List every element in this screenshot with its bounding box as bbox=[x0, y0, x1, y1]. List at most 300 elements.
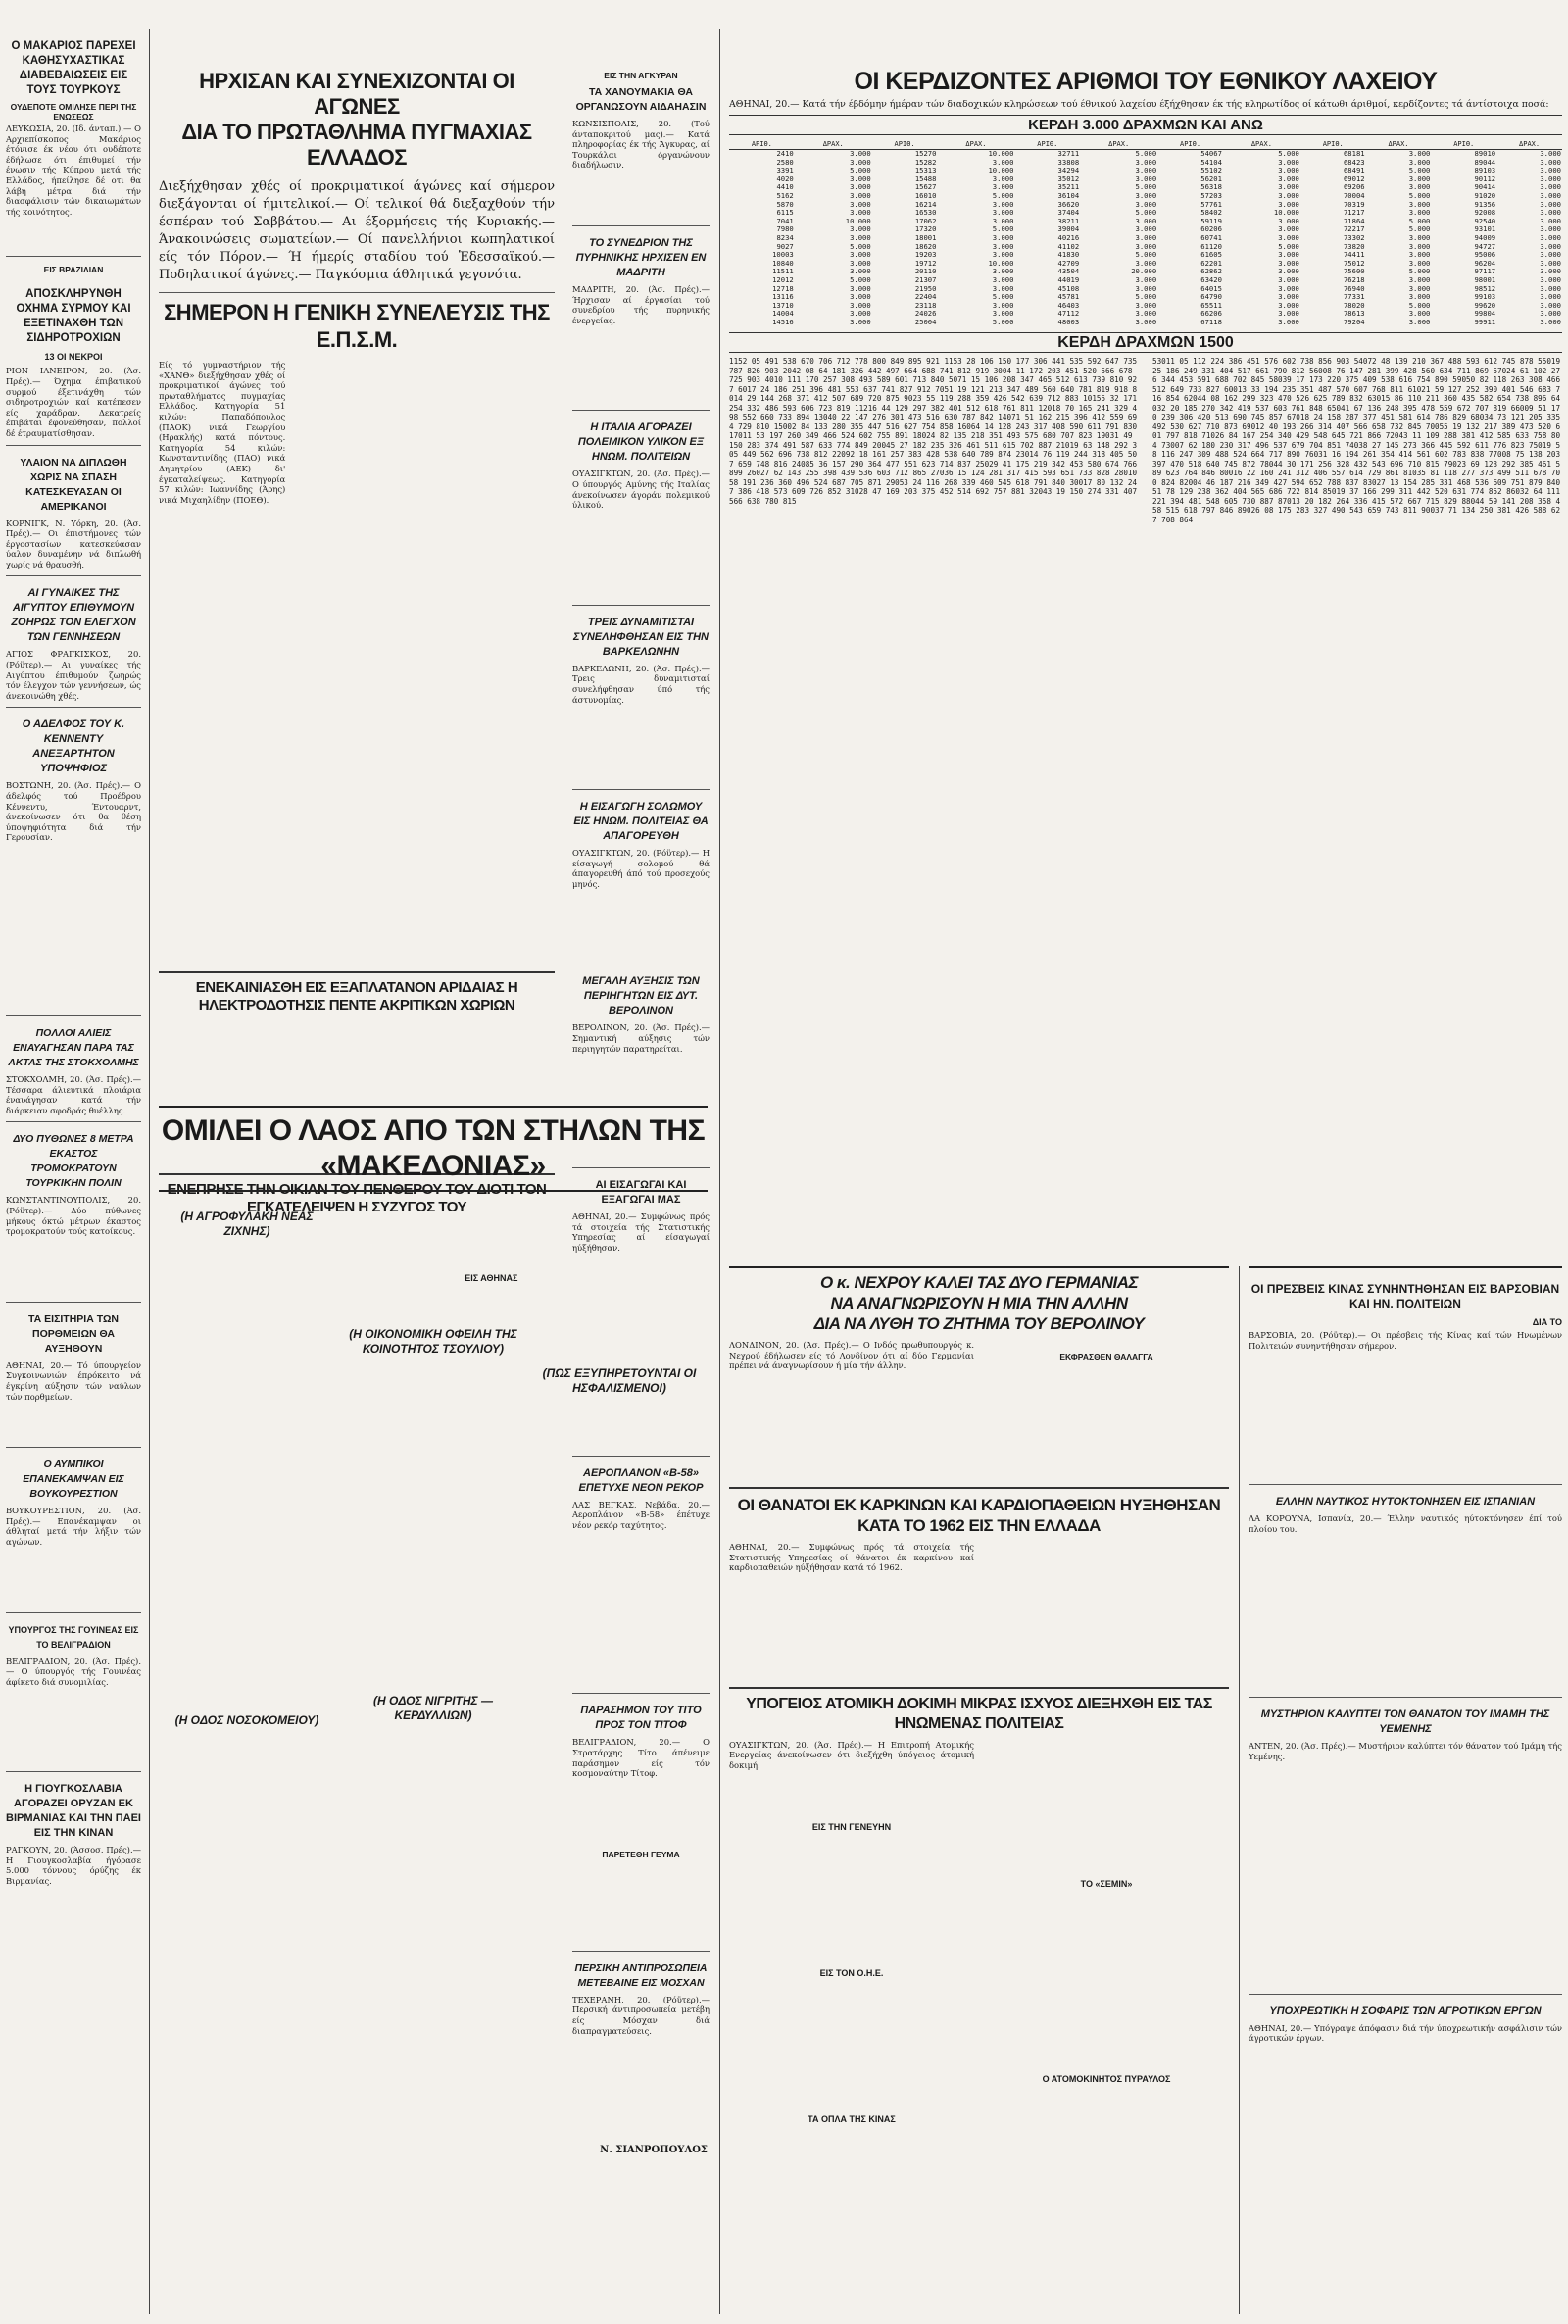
lottery-amount: 3.000 bbox=[992, 216, 1014, 225]
lottery-amount: 3.000 bbox=[992, 182, 1014, 192]
lottery-amount: 3.000 bbox=[850, 173, 871, 183]
lottery-amount: 3.000 bbox=[1278, 166, 1299, 175]
headline-nehru-3: ΔΙΑ ΝΑ ΛΥΘΗ ΤΟ ΖΗΤΗΜΑ ΤΟΥ ΒΕΡΟΛΙΝΟΥ bbox=[813, 1314, 1145, 1333]
article-filler bbox=[729, 1573, 974, 1681]
subhead-makarios: ΟΥΔΕΠΟΤΕ ΟΜΙΛΗΣΕ ΠΕΡΙ ΤΗΣ ΕΝΩΣΕΩΣ bbox=[10, 102, 137, 122]
lottery-amount: 3.000 bbox=[1278, 224, 1299, 234]
lottery-amount: 3.000 bbox=[1540, 292, 1561, 302]
kicker-brazil: ΕΙΣ ΒΡΑΖΙΛΙΑΝ bbox=[43, 265, 104, 275]
lottery-amount: 5.000 bbox=[850, 274, 871, 284]
lottery-col-number: ΑΡΙΘ. bbox=[729, 139, 795, 150]
lottery-amount: 3.000 bbox=[1540, 166, 1561, 175]
column-rule bbox=[149, 29, 150, 2314]
lottery-amount: 3.000 bbox=[1540, 241, 1561, 251]
lottery-number: 20110 bbox=[914, 267, 937, 276]
lottery-number: 46403 bbox=[1057, 300, 1080, 310]
lottery-amount: 10.000 bbox=[988, 149, 1014, 158]
lottery-amount: 3.000 bbox=[1135, 283, 1157, 293]
lottery-col-number: ΑΡΙΘ. bbox=[1431, 139, 1496, 150]
letter-title-nigritis: (Η ΟΔΟΣ ΝΙΓΡΙΤΗΣ — ΚΕΡΔΥΛΛΙΩΝ) bbox=[373, 1694, 493, 1722]
lottery-amount: 3.000 bbox=[1278, 283, 1299, 293]
lottery-number: 63420 bbox=[1200, 274, 1222, 284]
lottery-number: 21950 bbox=[914, 283, 937, 293]
lottery-number: 78020 bbox=[1343, 300, 1365, 310]
headline-boxing-2: ΔΙΑ ΤΟ ΠΡΩΤΑΘΛΗΜΑ ΠΥΓΜΑΧΙΑΣ ΕΛΛΑΔΟΣ bbox=[181, 120, 532, 170]
lottery-amount: 3.000 bbox=[1278, 232, 1299, 242]
divider bbox=[572, 1456, 710, 1457]
divider bbox=[572, 1693, 710, 1694]
divider bbox=[1249, 1484, 1562, 1485]
divider bbox=[572, 1951, 710, 1952]
lottery-amount: 3.000 bbox=[1135, 157, 1157, 167]
article-nuclear: ΟΥΑΣΙΓΚΤΩΝ, 20. (Άσ. Πρές).— Η Επιτροπή Ατομικής Ενεργείας άνεκοίνωσεν ότι διεξήχθη ύπόγειος άτομική δοκιμή. bbox=[729, 1739, 974, 1770]
kicker-ankara: ΕΙΣ ΤΗΝ ΑΓΚΥΡΑΝ bbox=[604, 71, 678, 80]
lottery-number: 74411 bbox=[1343, 250, 1365, 260]
lottery-number: 57203 bbox=[1200, 190, 1222, 200]
lottery-number: 17062 bbox=[914, 216, 937, 225]
lottery-number: 21307 bbox=[914, 274, 937, 284]
lottery-band-1500: ΚΕΡΔΗ ΔΡΑΧΜΩΝ 1500 bbox=[729, 332, 1562, 353]
lottery-col-amount: ΔΡΑΧ. bbox=[1080, 139, 1157, 150]
lottery-number: 97117 bbox=[1474, 267, 1496, 276]
lottery-number: 55102 bbox=[1200, 166, 1222, 175]
lottery-amount: 3.000 bbox=[1278, 317, 1299, 326]
lottery-number: 22404 bbox=[914, 292, 937, 302]
lottery-number: 73302 bbox=[1343, 232, 1365, 242]
divider bbox=[572, 605, 710, 606]
lottery-number: 71864 bbox=[1343, 216, 1365, 225]
headline-tito-titov: ΠΑΡΑΣΗΜΟΝ ΤΟΥ ΤΙΤΟ ΠΡΟΣ ΤΟΝ ΤΙΤΟΦ bbox=[580, 1705, 702, 1732]
lottery-number: 62862 bbox=[1200, 267, 1222, 276]
lottery-amount: 3.000 bbox=[1278, 274, 1299, 284]
article-filler bbox=[572, 511, 710, 599]
column-rule bbox=[563, 29, 564, 1099]
lottery-amount: 3.000 bbox=[850, 199, 871, 209]
divider bbox=[729, 1687, 1229, 1689]
article-filler bbox=[6, 217, 141, 250]
lottery-1500-lists bbox=[729, 357, 1562, 1229]
article-sailor: ΛΑ ΚΟΡΟΥΝΑ, Ισπανία, 20.— Έλλην ναυτικός ηύτοκτόνησεν έπί τού πλοίου του. bbox=[1249, 1513, 1562, 1534]
article-olympians: ΒΟΥΚΟΥΡΕΣΤΙΟΝ, 20. (Άσ. Πρές).— Επανέκαμψαν οι άθληταί μετά τήν λήξιν τών αγώνων. bbox=[6, 1506, 141, 1547]
lottery-number: 54067 bbox=[1200, 149, 1222, 158]
lottery-number: 4020 bbox=[776, 173, 794, 183]
article-filler bbox=[729, 1371, 974, 1469]
divider bbox=[6, 256, 141, 257]
lottery-amount: 3.000 bbox=[850, 258, 871, 268]
article-filler bbox=[6, 1237, 141, 1296]
headline-yugoslavia-rice: Η ΓΙΟΥΓΚΟΣΛΑΒΙΑ ΑΓΟΡΑΖΕΙ ΟΡΥΖΑΝ ΕΚ ΒΙΡΜΑΝΙΑΣ ΚΑΙ ΤΗΝ ΠΑΕΙ ΕΙΣ ΤΗΝ ΚΙΝΑΝ bbox=[6, 1783, 141, 1840]
lottery-col-number: ΑΡΙΘ. bbox=[872, 139, 938, 150]
lottery-number: 69012 bbox=[1343, 173, 1365, 183]
lottery-number: 60741 bbox=[1200, 232, 1222, 242]
article-filler bbox=[572, 705, 710, 783]
headline-pythons: ΔΥΟ ΠΥΘΩΝΕΣ 8 ΜΕΤΡΑ ΕΚΑΣΤΟΣ ΤΡΟΜΟΚΡΑΤΟΥΝ ΤΟΥΡΚΙΚΗΝ ΠΟΛΙΝ bbox=[13, 1133, 134, 1190]
lottery-amount: 3.000 bbox=[850, 250, 871, 260]
headline-ankara-demo: ΤΑ ΧΑΝΟΥΜΑΚΙΑ ΘΑ ΟΡΓΑΝΩΣΟΥΝ ΑΙΔΑΗΑΣΙΝ bbox=[575, 86, 707, 113]
lottery-amount: 5.000 bbox=[992, 224, 1014, 234]
lottery-amount: 3.000 bbox=[1135, 216, 1157, 225]
lottery-amount: 3.000 bbox=[850, 149, 871, 158]
lottery-col-number: ΑΡΙΘ. bbox=[1014, 139, 1080, 150]
lottery-number: 59119 bbox=[1200, 216, 1222, 225]
lottery-col-amount: ΔΡΑΧ. bbox=[1366, 139, 1432, 150]
lottery-number: 11511 bbox=[772, 267, 794, 276]
lottery-number: 68491 bbox=[1343, 166, 1365, 175]
article-filler bbox=[6, 843, 141, 1010]
lottery-band-3000: ΚΕΡΔΗ 3.000 ΔΡΑΧΜΩΝ ΚΑΙ ΑΝΩ bbox=[729, 115, 1562, 135]
lottery-amount: 3.000 bbox=[1135, 258, 1157, 268]
lottery-number: 13116 bbox=[772, 292, 794, 302]
subhead-rocket: Ο ΑΤΟΜΟΚΙΝΗΤΟΣ ΠΥΡΑΥΛΟΣ bbox=[1042, 2073, 1171, 2084]
lottery-amount: 3.000 bbox=[850, 208, 871, 218]
article-persian: ΤΕΧΕΡΑΝΗ, 20. (Ρόϋτερ).— Περσική άντιπροσωπεία μετέβη είς Μόσχαν διά διαπραγματεύσεις. bbox=[572, 1994, 710, 2036]
lottery-col-number: ΑΡΙΘ. bbox=[1157, 139, 1223, 150]
lottery-table bbox=[729, 139, 1562, 326]
lottery-amount: 5.000 bbox=[1278, 241, 1299, 251]
headline-imports-exports: ΑΙ ΕΙΣΑΓΩΓΑΙ ΚΑΙ ΕΞΑΓΩΓΑΙ ΜΑΣ bbox=[595, 1179, 687, 1207]
article-brazil: ΡΙΟΝ ΙΑΝΕΙΡΟΝ, 20. (Άσ. Πρές).— Όχημα έπιβατικού συρμού έξετινάχθη τών σιδηροτροχιών καί κατέπεσεν είς χαράδραν. Δεκατρείς έπιβάται έφονεύθησαν, πολλοί δέ έτραυματίσθησαν. bbox=[6, 366, 141, 438]
lottery-number: 24026 bbox=[914, 309, 937, 319]
lottery-number: 19712 bbox=[914, 258, 937, 268]
lottery-number: 3391 bbox=[776, 166, 794, 175]
lottery-number: 16010 bbox=[914, 190, 937, 200]
lottery-amount: 5.000 bbox=[1135, 250, 1157, 260]
lottery-amount: 3.000 bbox=[850, 300, 871, 310]
headline-imam-mystery: ΜΥΣΤΗΡΙΟΝ ΚΑΛΥΠΤΕΙ ΤΟΝ ΘΑΝΑΤΟΝ ΤΟΥ ΙΜΑΜΗ ΤΗΣ ΥΕΜΕΝΗΣ bbox=[1260, 1708, 1550, 1736]
lottery-amount: 3.000 bbox=[1135, 224, 1157, 234]
lottery-number: 99911 bbox=[1474, 317, 1496, 326]
headline-arson: ΕΝΕΠΡΗΣΕ ΤΗΝ ΟΙΚΙΑΝ ΤΟΥ ΠΕΝΘΕΡΟΥ ΤΟΥ ΔΙΟΤΙ ΤΟΝ ΕΓΚΑΤΕΛΕΙΨΕΝ Η ΣΥΖΥΓΟΣ ΤΟΥ bbox=[167, 1181, 547, 1216]
divider bbox=[159, 971, 555, 973]
article-filler bbox=[729, 1771, 974, 1810]
headline-salmon: Η ΕΙΣΑΓΩΓΗ ΣΟΛΩΜΟΥ ΕΙΣ ΗΝΩΜ. ΠΟΛΙΤΕΙΑΣ ΘΑ ΑΠΑΓΟΡΕΥΘΗ bbox=[573, 801, 709, 843]
headline-ambassadors: ΟΙ ΠΡΕΣΒΕΙΣ ΚΙΝΑΣ ΣΥΝΗΝΤΗΘΗΣΑΝ ΕΙΣ ΒΑΡΣΟΒΙΑΝ ΚΑΙ ΗΝ. ΠΟΛΙΤΕΙΩΝ bbox=[1250, 1282, 1560, 1310]
headline-olympians: Ο ΑΥΜΠΙΚΟΙ ΕΠΑΝΕΚΑΜΨΑΝ ΕΙΣ ΒΟΥΚΟΥΡΕΣΤΙΟΝ bbox=[23, 1459, 124, 1501]
lottery-amount: 5.000 bbox=[1408, 166, 1431, 175]
lottery-number: 19203 bbox=[914, 250, 937, 260]
headline-kennedy-brother: Ο ΑΔΕΛΦΟΣ ΤΟΥ Κ. ΚΕΝΝΕΝΤΥ ΑΝΕΞΑΡΤΗΤΟΝ ΥΠΟΨΗΦΙΟΣ bbox=[22, 718, 125, 775]
lottery-number: 9027 bbox=[776, 241, 794, 251]
lottery-amount: 3.000 bbox=[1135, 232, 1157, 242]
lottery-amount: 3.000 bbox=[992, 173, 1014, 183]
article-makarios: ΛΕΥΚΩΣΙΑ, 20. (Ιδ. άνταπ.).— Ο Αρχιεπίσκοπος Μακάριος έτόνισε έκ νέου ότι ουδέποτε έδήλωσε ότι έπιθυμεί τήν ένωσιν τής Κύπρου μετά τής Ελλάδος, ήπείλησε δέ οτι θα λάβη μέτρα διά τήν διασφάλισιν τών δικαιωμάτων τής κοινότητος. bbox=[6, 124, 141, 217]
lottery-amount: 3.000 bbox=[850, 157, 871, 167]
lottery-amount: 3.000 bbox=[992, 283, 1014, 293]
lottery-number: 8234 bbox=[776, 232, 794, 242]
lottery-amount: 3.000 bbox=[1278, 258, 1299, 268]
lottery-number: 12012 bbox=[772, 274, 794, 284]
lottery-number: 68181 bbox=[1343, 149, 1365, 158]
lottery-amount: 5.000 bbox=[1135, 292, 1157, 302]
lottery-number: 62201 bbox=[1200, 258, 1222, 268]
article-filler bbox=[572, 1779, 710, 1838]
lottery-number: 69206 bbox=[1343, 182, 1365, 192]
lottery-number: 99103 bbox=[1474, 292, 1496, 302]
lottery-amount: 3.000 bbox=[1408, 250, 1431, 260]
lottery-amount: 3.000 bbox=[1540, 208, 1561, 218]
lottery-amount: 5.000 bbox=[1135, 208, 1157, 218]
headline-greek-sailor: ΕΛΛΗΝ ΝΑΥΤΙΚΟΣ ΗΥΤΟΚΤΟΝΗΣΕΝ ΕΙΣ ΙΣΠΑΝΙΑΝ bbox=[1275, 1496, 1536, 1508]
lottery-amount: 3.000 bbox=[1278, 309, 1299, 319]
lottery-amount: 3.000 bbox=[1278, 157, 1299, 167]
lottery-number: 79204 bbox=[1343, 317, 1365, 326]
divider bbox=[572, 225, 710, 226]
lottery-col-amount: ΔΡΑΧ. bbox=[937, 139, 1014, 150]
lottery-number: 10003 bbox=[772, 250, 794, 260]
letters-signature: Ν. ΣΙΑΝΡΟΠΟΥΛΟΣ bbox=[600, 2145, 708, 2155]
article-filler bbox=[572, 889, 710, 958]
lottery-amount: 3.000 bbox=[992, 300, 1014, 310]
nehru-body bbox=[729, 1340, 1229, 1481]
lottery-amount: 3.000 bbox=[1540, 173, 1561, 183]
table-row bbox=[729, 319, 1562, 327]
lottery-amount: 3.000 bbox=[1135, 241, 1157, 251]
lottery-amount: 3.000 bbox=[1135, 173, 1157, 183]
lottery-amount: 3.000 bbox=[1135, 317, 1157, 326]
article-filler bbox=[729, 1839, 974, 1956]
lottery-number: 75600 bbox=[1343, 267, 1365, 276]
article-fishermen: ΣΤΟΚΧΟΛΜΗ, 20. (Άσ. Πρές).— Τέσσαρα άλιευτικά πλοιάρια έναυάγησαν κατά τήν διάρκειαν σφοδράς θυέλλης. bbox=[6, 1074, 141, 1115]
headline-makarios: Ο ΜΑΚΑΡΙΟΣ ΠΑΡΕΧΕΙ ΚΑΘΗΣΥΧΑΣΤΙΚΑΣ ΔΙΑΒΕΒΑΙΩΣΕΙΣ ΕΙΣ ΤΟΥΣ ΤΟΥΡΚΟΥΣ bbox=[11, 40, 136, 96]
lottery-amount: 3.000 bbox=[992, 267, 1014, 276]
article-filler bbox=[1249, 2044, 1562, 2259]
divider bbox=[159, 292, 555, 293]
lottery-number: 56201 bbox=[1200, 173, 1222, 183]
lottery-amount: 3.000 bbox=[1540, 267, 1561, 276]
lottery-number: 66206 bbox=[1200, 309, 1222, 319]
headline-cancer-deaths: ΟΙ ΘΑΝΑΤΟΙ ΕΚ ΚΑΡΚΙΝΩΝ ΚΑΙ ΚΑΡΔΙΟΠΑΘΕΙΩΝ ΗΥΞΗΘΗΣΑΝ ΚΑΤΑ ΤΟ 1962 ΕΙΣ ΤΗΝ ΕΛΛΑΔΑ bbox=[737, 1496, 1221, 1535]
headline-nuclear-test: ΥΠΟΓΕΙΟΣ ΑΤΟΜΙΚΗ ΔΟΚΙΜΗ ΜΙΚΡΑΣ ΙΣΧΥΟΣ ΔΙΕΞΗΧΘΗ ΕΙΣ ΤΑΣ ΗΝΩΜΕΝΑΣ ΠΟΛΙΤΕΙΑΣ bbox=[746, 1695, 1212, 1732]
lottery-number: 99620 bbox=[1474, 300, 1496, 310]
lottery-number: 89010 bbox=[1474, 149, 1496, 158]
lottery-number: 38211 bbox=[1057, 216, 1080, 225]
article-yugoslavia: ΡΑΓΚΟΥΝ, 20. (Άσσοσ. Πρές).— Η Γιουγκοσλαβία ήγόρασε 5.000 τόννους όρύζης έκ Βιρμανίας. bbox=[6, 1845, 141, 1887]
article-nehru: ΛΟΝΔΙΝΟΝ, 20. (Άσ. Πρές).— Ο Ινδός πρωθυπουργός κ. Νεχρού έδήλωσεν είς τό Λονδίνον ότι αί δύο Γερμανίαι πρέπει νά άναγνωρίσουν ή μία τήν άλλην. bbox=[729, 1340, 974, 1371]
article-filler bbox=[159, 1243, 335, 1704]
lottery-number: 93101 bbox=[1474, 224, 1496, 234]
lottery-number: 99804 bbox=[1474, 309, 1496, 319]
article-madrid: ΜΑΔΡΙΤΗ, 20. (Άσ. Πρές).— Ήρχισαν αί έργασίαι τού συνεδρίου τής πυρηνικής ένεργείας. bbox=[572, 283, 710, 325]
lottery-amount: 5.000 bbox=[1408, 216, 1431, 225]
lottery-amount: 3.000 bbox=[1540, 300, 1561, 310]
lottery-amount: 3.000 bbox=[1408, 149, 1431, 158]
lottery-number: 15313 bbox=[914, 166, 937, 175]
lottery-number: 73820 bbox=[1343, 241, 1365, 251]
lottery-number: 61605 bbox=[1200, 250, 1222, 260]
lottery-amount: 3.000 bbox=[1135, 190, 1157, 200]
lottery-amount: 3.000 bbox=[850, 190, 871, 200]
lottery-amount: 3.000 bbox=[850, 267, 871, 276]
article-filler bbox=[6, 1687, 141, 1765]
lottery-number: 36620 bbox=[1057, 199, 1080, 209]
lottery-number: 70004 bbox=[1343, 190, 1365, 200]
lottery-amount: 3.000 bbox=[1278, 292, 1299, 302]
lottery-number: 6115 bbox=[776, 208, 794, 218]
lottery-intro: ΑΘΗΝΑΙ, 20.— Κατά τήν έβδόμην ήμέραν τών διαδοχικών κληρώσεων τού έθνικού λαχείου έξήχθησαν έκ τής κληρωτίδος οί κάτωθι άριθμοί, κερδίζοντες τά άντίστοιχα ποσά: bbox=[729, 99, 1549, 110]
divider bbox=[6, 1447, 141, 1448]
lottery-amount: 10.000 bbox=[845, 216, 871, 225]
article-filler bbox=[345, 1200, 521, 1317]
lottery-amount: 3.000 bbox=[1278, 267, 1299, 276]
lottery-amount: 3.000 bbox=[992, 274, 1014, 284]
lottery-amount: 3.000 bbox=[1408, 309, 1431, 319]
lottery-amount: 3.000 bbox=[1135, 274, 1157, 284]
letter-title-insured: (ΠΩΣ ΕΞΥΠΗΡΕΤΟΥΝΤΑΙ ΟΙ ΗΣΦΑΛΙΣΜΕΝΟΙ) bbox=[542, 1366, 697, 1395]
headline-nehru-2: ΝΑ ΑΝΑΓΝΩΡΙΣΟΥΝ Η ΜΙΑ ΤΗΝ ΑΛΛΗΝ bbox=[830, 1294, 1128, 1312]
subhead-brazil-dead: 13 ΟΙ ΝΕΚΡΟΙ bbox=[44, 352, 103, 363]
article-filler bbox=[984, 1542, 1229, 1679]
lottery-number: 91020 bbox=[1474, 190, 1496, 200]
lottery-amount: 3.000 bbox=[1408, 173, 1431, 183]
lottery-number: 14004 bbox=[772, 309, 794, 319]
lottery-number: 15488 bbox=[914, 173, 937, 183]
article-pythons: ΚΩΝΣΤΑΝΤΙΝΟΥΠΟΛΙΣ, 20. (Ρόϋτερ).— Δύο πύθωνες μήκους όκτώ μέτρων έκαστος τρομοκρατούν τούς κατοίκους. bbox=[6, 1195, 141, 1237]
lottery-amount: 3.000 bbox=[1540, 182, 1561, 192]
column-rule bbox=[1239, 1266, 1240, 2314]
column-right bbox=[1243, 1266, 1568, 2259]
column-1 bbox=[0, 29, 147, 2004]
lottery-amount: 3.000 bbox=[850, 292, 871, 302]
lottery-amount: 3.000 bbox=[1540, 250, 1561, 260]
lottery-number: 43504 bbox=[1057, 267, 1080, 276]
lottery-amount: 3.000 bbox=[1540, 216, 1561, 225]
article-barcelona: ΒΑΡΚΕΛΩΝΗ, 20. (Άσ. Πρές).— Τρεις δυναμιτισταί συνελήφθησαν ύπό τής άστυνομίας. bbox=[572, 663, 710, 705]
lottery-number: 13710 bbox=[772, 300, 794, 310]
article-filler bbox=[345, 1727, 521, 2129]
divider bbox=[6, 1121, 141, 1122]
lottery-number: 65511 bbox=[1200, 300, 1222, 310]
article-filler bbox=[984, 2091, 1229, 2228]
lottery-amount: 3.000 bbox=[850, 232, 871, 242]
lottery-number: 45108 bbox=[1057, 283, 1080, 293]
article-filler bbox=[6, 1402, 141, 1441]
article-filler bbox=[6, 1548, 141, 1607]
lottery-amount: 5.000 bbox=[1408, 300, 1431, 310]
lottery-amount: 3.000 bbox=[850, 309, 871, 319]
lottery-amount: 3.000 bbox=[1540, 309, 1561, 319]
lottery-number: 15270 bbox=[914, 149, 937, 158]
divider bbox=[1249, 1994, 1562, 1995]
lottery-list-left: 1152 05 491 538 670 706 712 778 800 849 895 921 1153 28 106 150 177 306 441 535 592 647 735 787 826 903 2042 08 64 181 326 442 497 664 688 741 812 919 3004 11 172 203 451 520 566 678 725 903 4010 111 170 257 308 493 589 601 713 840 5071 15 106 208 347 465 512 613 739 810 927 6017 24 186 251 396 481 553 637 741 827 912 7051 19 121 213 347 489 560 640 781 819 918 8014 29 144 268 371 412 507 689 720 875 9023 55 119 288 359 426 542 639 712 883 10155 32 171 254 332 486 593 606 723 819 11216 44 129 297 382 401 512 618 761 811 12018 70 165 241 329 498 552 660 733 894 13040 22 147 276 301 473 516 630 787 842 14071 51 162 215 396 412 559 694 729 810 15002 84 133 280 355 447 516 627 754 858 16064 14 128 243 317 408 590 611 791 830 17011 53 197 260 349 466 524 602 755 891 18024 82 135 218 351 493 575 680 707 823 19031 49 150 283 374 491 587 633 774 849 20045 27 182 235 326 461 511 615 702 887 21019 63 148 292 305 449 562 696 738 812 22092 18 161 257 383 428 538 640 789 874 23014 76 119 244 318 405 507 659 748 816 24085 36 157 290 364 477 551 623 714 837 25029 41 175 219 342 453 580 674 766 899 26027 62 143 255 398 439 536 603 712 865 27036 15 124 281 317 415 593 651 733 828 28010 58 191 236 360 496 524 687 705 871 29053 24 116 268 339 460 545 618 791 840 30017 80 132 247 386 418 573 609 726 852 31028 47 169 203 375 452 514 692 757 881 32043 19 150 274 331 407 566 638 780 815 bbox=[729, 357, 1138, 506]
lottery-number: 48003 bbox=[1057, 317, 1080, 326]
lottery-number: 7041 bbox=[776, 216, 794, 225]
lottery-number: 92540 bbox=[1474, 216, 1496, 225]
lottery-amount: 3.000 bbox=[850, 224, 871, 234]
lottery-number: 98512 bbox=[1474, 283, 1496, 293]
lottery-number: 25004 bbox=[914, 317, 937, 326]
lottery-number: 90112 bbox=[1474, 173, 1496, 183]
lottery-amount: 10.000 bbox=[988, 258, 1014, 268]
lottery-number: 94009 bbox=[1474, 232, 1496, 242]
lottery-number: 61120 bbox=[1200, 241, 1222, 251]
divider bbox=[572, 789, 710, 790]
headline-nehru-1: Ο κ. ΝΕΧΡΟΥ ΚΑΛΕΙ ΤΑΣ ΔΥΟ ΓΕΡΜΑΝΙΑΣ bbox=[819, 1273, 1139, 1292]
headline-guinea-minister: ΥΠΟΥΡΓΟΣ ΤΗΣ ΓΟΥΙΝΕΑΣ ΕΙΣ ΤΟ ΒΕΛΙΓΡΑΔΙΟΝ bbox=[8, 1624, 139, 1650]
lottery-number: 76940 bbox=[1343, 283, 1365, 293]
lottery-amount: 3.000 bbox=[850, 283, 871, 293]
lottery-number: 60206 bbox=[1200, 224, 1222, 234]
column-3 bbox=[566, 69, 715, 2183]
sports-body bbox=[159, 360, 555, 965]
article-kennedy: ΒΟΣΤΩΝΗ, 20. (Άσ. Πρές).— Ο άδελφός τού Προέδρου Κέννεντυ, Έντουαρντ, άνεκοίνωσεν ότι θα θέση ύποψηφιότητα διά τήν Γερουσίαν. bbox=[6, 780, 141, 843]
lottery-amount: 5.000 bbox=[850, 166, 871, 175]
article-ambassadors: ΒΑΡΣΟΒΙΑ, 20. (Ρόϋτερ).— Οι πρέσβεις τής Κίνας καί τών Ηνωμένων Πολιτειών συνηντήθησαν σήμερον. bbox=[1249, 1330, 1562, 1351]
subhead-athens: ΕΙΣ ΑΘΗΝΑΣ bbox=[465, 1273, 518, 1284]
headline-ambassadors-cont: ΔΙΑ ΤΟ bbox=[1532, 1317, 1562, 1327]
lottery-number: 35211 bbox=[1057, 182, 1080, 192]
article-filler bbox=[572, 325, 710, 404]
subhead-china-arms: ΤΑ ΟΠΛΑ ΤΗΣ ΚΙΝΑΣ bbox=[808, 2113, 896, 2124]
lottery-amount: 5.000 bbox=[992, 317, 1014, 326]
bottom-news bbox=[723, 1266, 1235, 2239]
lottery-amount: 3.000 bbox=[1408, 182, 1431, 192]
lottery-number: 77331 bbox=[1343, 292, 1365, 302]
lottery-number: 72217 bbox=[1343, 224, 1365, 234]
article-berlin: ΒΕΡΟΛΙΝΟΝ, 20. (Άσ. Πρές).— Σημαντική αύξησις τών περιηγητών παρατηρείται. bbox=[572, 1022, 710, 1054]
lottery-amount: 3.000 bbox=[1540, 157, 1561, 167]
lottery-amount: 3.000 bbox=[1540, 283, 1561, 293]
lottery-number: 58402 bbox=[1200, 208, 1222, 218]
lottery-amount: 3.000 bbox=[850, 182, 871, 192]
headline-b58-record: ΑΕΡΟΠΛΑΝΟΝ «Β-58» ΕΠΕΤΥΧΕ ΝΕΟΝ ΡΕΚΟΡ bbox=[578, 1466, 704, 1494]
subhead-thalagga: ΕΚΦΡΑΣΘΕΝ ΘΑΛΑΓΓΑ bbox=[1059, 1352, 1153, 1361]
lottery-amount: 3.000 bbox=[992, 309, 1014, 319]
article-filler bbox=[345, 1360, 521, 1684]
lottery-amount: 3.000 bbox=[1278, 173, 1299, 183]
lottery-col-amount: ΔΡΑΧ. bbox=[1496, 139, 1562, 150]
lottery-amount: 3.000 bbox=[1540, 199, 1561, 209]
article-imports: ΑΘΗΝΑΙ, 20.— Συμφώνως πρός τά στοιχεία τής Στατιστικής Υπηρεσίας αί είσαγωγαί ηύξήθησαν. bbox=[572, 1211, 710, 1254]
lottery-number: 96204 bbox=[1474, 258, 1496, 268]
lottery-section bbox=[723, 67, 1568, 1229]
lottery-number: 18620 bbox=[914, 241, 937, 251]
lottery-amount: 3.000 bbox=[1278, 190, 1299, 200]
article-filler bbox=[729, 2131, 974, 2239]
lottery-number: 23118 bbox=[914, 300, 937, 310]
article-filler bbox=[1249, 1351, 1562, 1478]
lottery-number: 42709 bbox=[1057, 258, 1080, 268]
lottery-amount: 3.000 bbox=[992, 157, 1014, 167]
divider bbox=[6, 445, 141, 446]
headline-epsm-assembly: ΣΗΜΕΡΟΝ Η ΓΕΝΙΚΗ ΣΥΝΕΛΕΥΣΙΣ ΤΗΣ Ε.Π.Σ.Μ. bbox=[164, 300, 550, 352]
lottery-number: 5870 bbox=[776, 199, 794, 209]
lottery-amount: 3.000 bbox=[1408, 199, 1431, 209]
lottery-amount: 3.000 bbox=[1135, 300, 1157, 310]
nuclear-body bbox=[729, 1740, 1229, 2239]
article-italy: ΟΥΑΣΙΓΚΤΩΝ, 20. (Άσ. Πρές).— Ο ύπουργός Αμύνης τής Ιταλίας άνεκοίνωσεν άγοράν πολεμικού ύλικού. bbox=[572, 469, 710, 511]
lottery-amount: 5.000 bbox=[1408, 267, 1431, 276]
letter-title-agrofylaki: (Η ΑΓΡΟΦΥΛΑΚΗ ΝΕΑΣ ΖΙΧΝΗΣ) bbox=[180, 1210, 314, 1238]
letter-title-nosokomeiou: (Η ΟΔΟΣ ΝΟΣΟΚΟΜΕΙΟΥ) bbox=[174, 1713, 319, 1727]
lottery-number: 41830 bbox=[1057, 250, 1080, 260]
cancer-body bbox=[729, 1542, 1229, 1681]
lottery-amount: 3.000 bbox=[1408, 292, 1431, 302]
lottery-amount: 3.000 bbox=[1278, 216, 1299, 225]
lottery-amount: 3.000 bbox=[1540, 274, 1561, 284]
lottery-number: 94727 bbox=[1474, 241, 1496, 251]
boxing-lead: Διεξήχθησαν χθές οί προκριματικοί άγώνες καί σήμερον διεξάγονται οί ήμιτελικοί.— Οί τελικοί θά διεξαχθούν τήν έσπέραν τού Σαββάτου.— Αι έξορμήσεις τής Κυριακής.— Άνακοινώσεις σωματείων.— Οί πανελλήνιοι κωπηλατικοί είς τόν Πόρον.— Ή ήμερίς σταδίου τού Ἑδεσσαϊκού.— Ποδηλατικοί άγώνες.— Παγκόσμια άθλητικά γεγονότα. bbox=[159, 179, 555, 282]
lottery-number: 91356 bbox=[1474, 199, 1496, 209]
lottery-col-number: ΑΡΙΘ. bbox=[1300, 139, 1366, 150]
divider bbox=[6, 707, 141, 708]
lottery-number: 92008 bbox=[1474, 208, 1496, 218]
lottery-number: 14516 bbox=[772, 317, 794, 326]
sports-article: Είς τό γυμναστήριον τής «ΧΑΝΘ» διεξήχθησαν χθές οί προκριματικοί άγώνες τού πρωταθλήματος πυγμαχίας Ελλάδος. Κατηγορία 51 κιλών: Παπαδόπουλος (ΠΑΟΚ) νικά Γεωργίου (Ηρακλής) κατά πόντους. Κατηγορία 54 κιλών: Κωνσταντινίδης (ΠΑΟ) νικά Δημητρίου (ΑΕΚ) δι' έγκαταλείψεως. Κατηγορία 57 κιλών: Ιωαννίδης (Άρης) νικά Μιχαηλίδην (ΠΟΕΘ). bbox=[159, 360, 286, 505]
article-filler bbox=[6, 1887, 141, 2004]
subhead-dinner: ΠΑΡΕΤΕΘΗ ΓΕΥΜΑ bbox=[602, 1849, 680, 1859]
lottery-number: 44019 bbox=[1057, 274, 1080, 284]
lottery-number: 34294 bbox=[1057, 166, 1080, 175]
